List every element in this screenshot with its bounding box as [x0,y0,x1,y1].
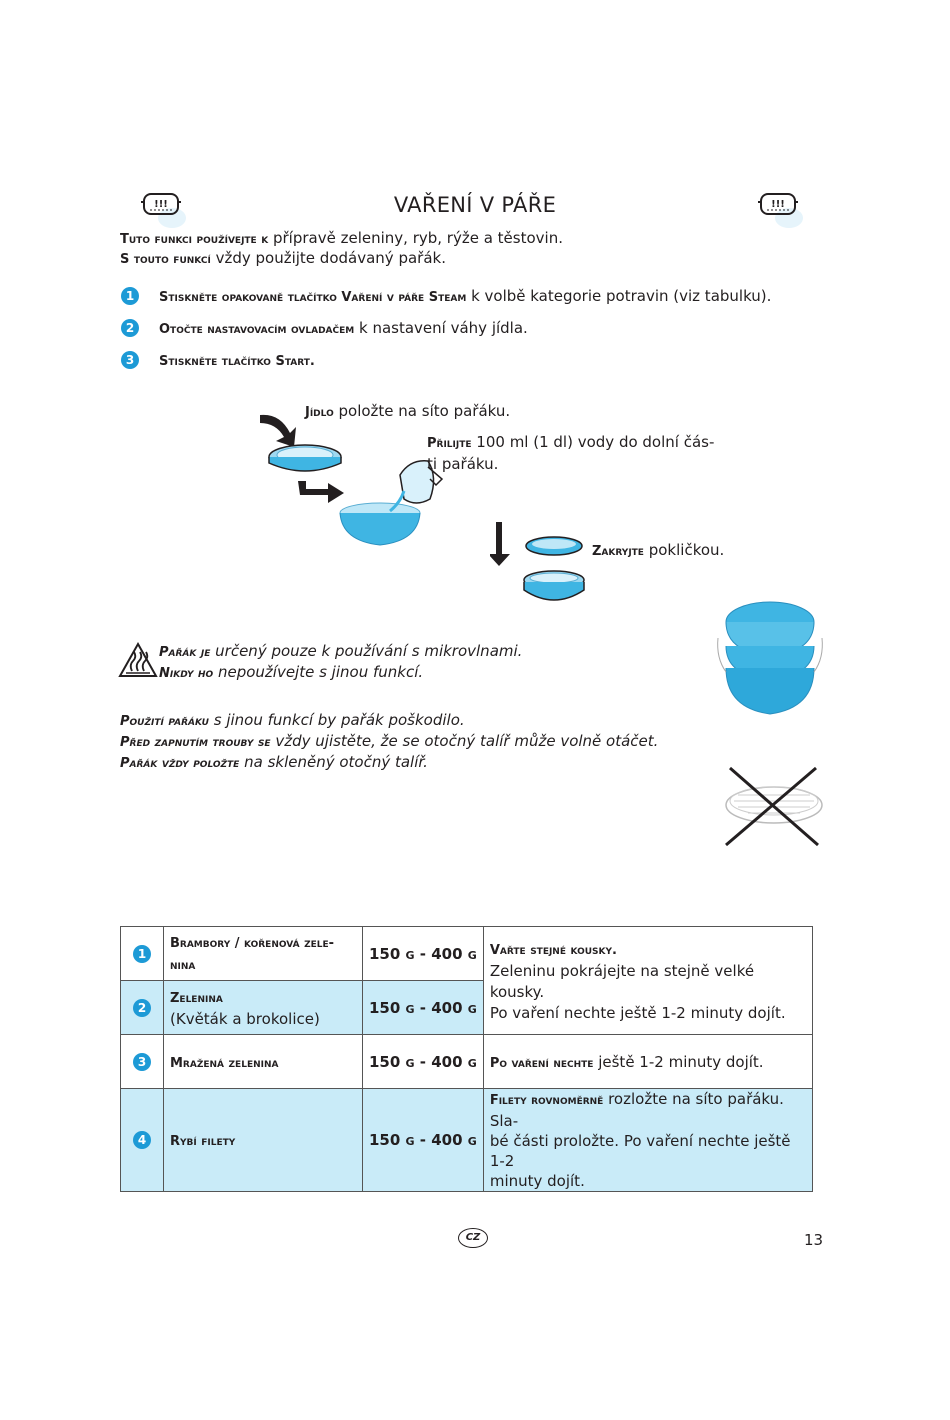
caution-line-2: Před zapnutím trouby se vždy ujistěte, že se otočný talíř může volně otáčet. [120,732,659,750]
step-number-3: 3 [121,351,139,369]
table-row: 2 Zelenina (Květák a brokolice) 150 g - 400 g [121,981,813,1035]
caution-line-3: Pařák vždy položte na skleněný otočný talíř. [120,753,428,771]
note-row-3: Po vaření nechte ještě 1-2 minuty dojít. [483,1035,812,1089]
cover-illustration [490,520,590,610]
row-number-4: 4 [133,1131,151,1149]
category-name: Zelenina [170,990,223,1006]
cover-instruction: Zakryjte pokličkou. [592,541,725,559]
step-number-2: 2 [121,319,139,337]
water-instruction: Přilijte 100 ml (1 dl) vody do dolní čás- ti pařáku. [427,433,715,473]
page-title: VAŘENÍ V PÁŘE [393,193,557,217]
country-badge: CZ [458,1228,488,1248]
weight-range: 150 g - 400 g [363,1035,484,1089]
steam-oven-icon-left [140,188,186,228]
category-name: Mražená zelenina [170,1055,279,1071]
steam-category-table [120,926,813,1192]
warning-line-1: Pařák je určený pouze k používání s mikrovlnami. [159,642,523,660]
warning-line-2: Nikdy ho nepoužívejte s jinou funkcí. [159,663,424,681]
weight-range: 150 g - 400 g [363,981,484,1035]
weight-range: 150 g - 400 g [363,927,484,981]
intro-line-1: Tuto funkci používejte k přípravě zeleniny, ryb, rýže a těstovin. [120,229,563,247]
table-row [121,1089,813,1192]
step-3: Stiskněte tlačítko Start. [159,354,315,369]
note-row-4: Filety rovnoměrně rozložte na síto pařáku. Sla- bé části proložte. Po vaření nechte ještě 1-2 minuty dojít. [483,1089,812,1192]
page-number: 13 [804,1231,824,1249]
steam-oven-icon-right [757,188,803,228]
note-rows-1-2: Vařte stejné kousky. Zeleninu pokrájejte na stejně velké kousky. Po vaření nechte ještě 1-2 minuty dojít. [483,927,812,1035]
step-2: Otočte nastavovacím ovladačem k nastavení váhy jídla. [159,319,528,337]
intro-line-2: S touto funkcí vždy použijte dodávaný pařák. [120,249,446,267]
steam-glyph: !!! [771,199,785,210]
category-name: Brambory / kořenová zele- [170,935,335,951]
row-number-2: 2 [133,999,151,1017]
caution-line-1: Použití pařáku s jinou funkcí by pařák poškodilo. [120,711,465,729]
step-1: Stiskněte opakovaně tlačítko Vaření v páře Steam k volbě kategorie potravin (viz tabulku). [159,287,772,305]
category-name: Rybí filety [170,1134,236,1149]
row-number-3: 3 [133,1053,151,1071]
table-row: 1 Brambory / kořenová zele- nina 150 g - 400 g Vařte stejné kousky. Zeleninu pokrájejte na stejně velké kousky. Po vaření nechte ještě 1-2 minuty dojít. [121,927,813,981]
food-instruction: Jídlo položte na síto pařáku. [305,402,511,420]
step-number-1: 1 [121,287,139,305]
table-row [121,1035,813,1089]
stacked-steamer-illustration [712,598,832,728]
steam-glyph: !!! [154,199,168,210]
weight-range: 150 g - 400 g [363,1089,484,1192]
row-number-1: 1 [133,945,151,963]
hot-surface-warning-icon [118,641,158,679]
no-rack-illustration [722,765,824,847]
